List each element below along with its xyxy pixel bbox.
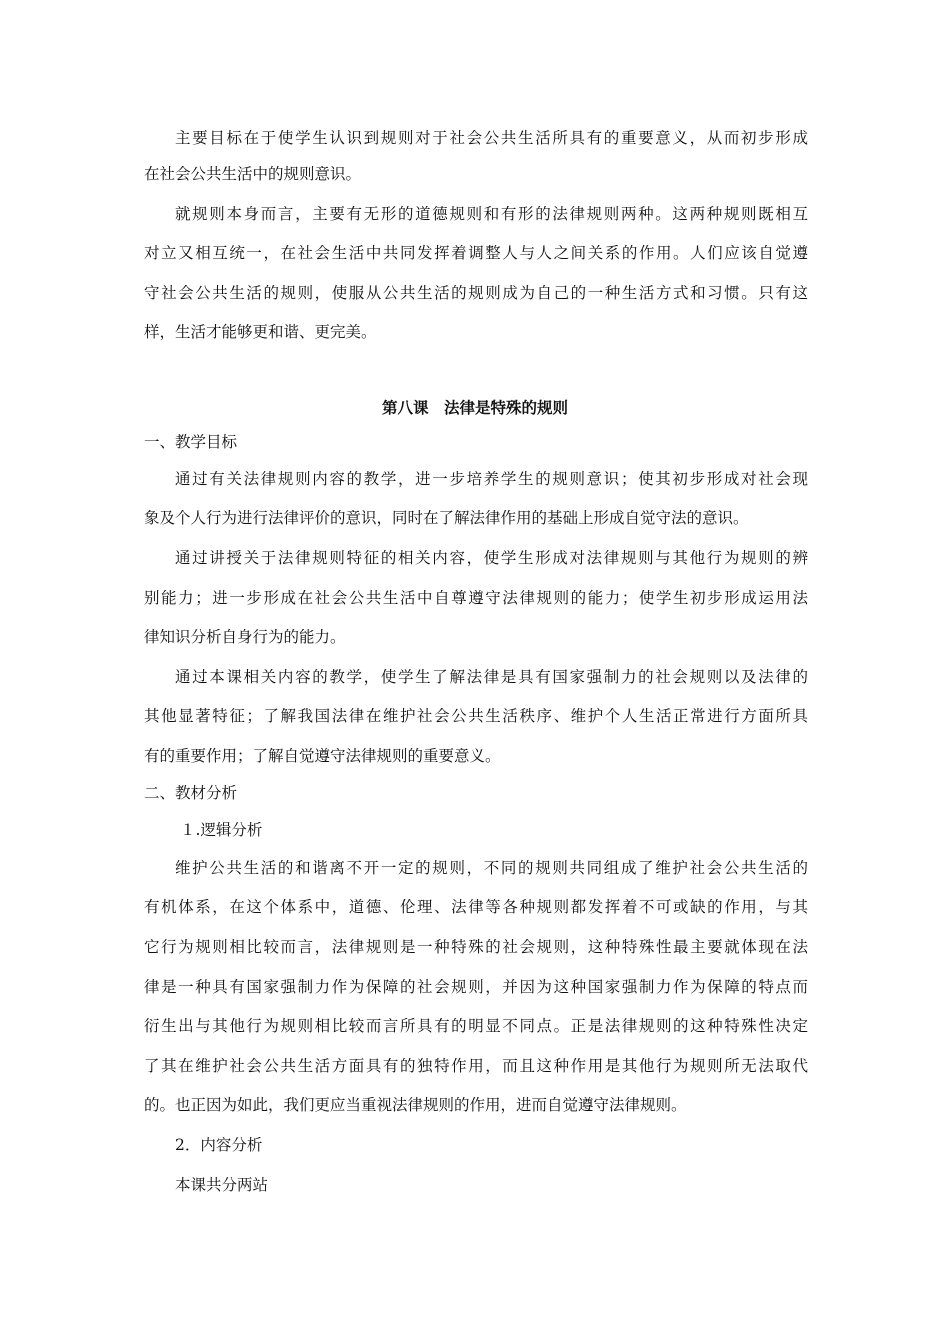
paragraph-line: 样，生活才能够更和谐、更完美。	[144, 323, 377, 341]
paragraph-line: 主要目标在于使学生认识到规则对于社会公共生活所具有的重要意义，从而初步形成	[175, 129, 808, 147]
paragraph-line: 其他显著特征；了解我国法律在维护社会公共生活秩序、维护个人生活正常进行方面所具	[144, 707, 808, 725]
paragraph-line: 就规则本身而言，主要有无形的道德规则和有形的法律规则两种。这两种规则既相互	[175, 205, 808, 223]
paragraph-line: 有机体系，在这个体系中，道德、伦理、法律等各种规则都发挥着不可或缺的作用，与其	[144, 898, 808, 916]
paragraph-line: 象及个人行为进行法律评价的意识，同时在了解法律作用的基础上形成自觉守法的意识。	[144, 509, 749, 527]
paragraph-line: 它行为规则相比较而言，法律规则是一种特殊的社会规则，这种特殊性最主要就体现在法	[144, 938, 808, 956]
paragraph-line: 通过有关法律规则内容的教学，进一步培养学生的规则意识；使其初步形成对社会现	[175, 470, 808, 488]
subsection-heading: 2．内容分析	[175, 1136, 263, 1154]
section-heading: 二、教材分析	[144, 784, 238, 802]
section-heading: 一、教学目标	[144, 433, 238, 451]
paragraph-line: 守社会公共生活的规则，使服从公共生活的规则成为自己的一种生活方式和习惯。只有这	[144, 284, 808, 302]
paragraph-line: 通过讲授关于法律规则特征的相关内容，使学生形成对法律规则与其他行为规则的辨	[175, 549, 808, 567]
paragraph-line: 律是一种具有国家强制力作为保障的社会规则，并因为这种国家强制力作为保障的特点而	[144, 978, 808, 996]
paragraph-line: 的。也正因为如此，我们更应当重视法律规则的作用，进而自觉遵守法律规则。	[144, 1096, 687, 1114]
paragraph-line: 有的重要作用；了解自觉遵守法律规则的重要意义。	[144, 747, 501, 765]
paragraph-line: 别能力；进一步形成在社会公共生活中自尊遵守法律规则的能力；使学生初步形成运用法	[144, 589, 808, 607]
paragraph-line: 通过本课相关内容的教学，使学生了解法律是具有国家强制力的社会规则以及法律的	[175, 668, 808, 686]
paragraph-line: 本课共分两站	[175, 1176, 269, 1194]
paragraph-line: 维护公共生活的和谐离不开一定的规则，不同的规则共同组成了维护社会公共生活的	[175, 859, 808, 877]
paragraph-line: 了其在维护社会公共生活方面具有的独特作用，而且这种作用是其他行为规则所无法取代	[144, 1057, 808, 1075]
paragraph-line: 律知识分析自身行为的能力。	[144, 628, 346, 646]
lesson-title: 第八课 法律是特殊的规则	[381, 398, 568, 417]
paragraph-line: 对立又相互统一，在社会生活中共同发挥着调整人与人之间关系的作用。人们应该自觉遵	[144, 244, 808, 262]
paragraph-line: 在社会公共生活中的规则意识。	[144, 165, 362, 183]
subsection-heading: １.逻辑分析	[180, 821, 263, 839]
paragraph-line: 衍生出与其他行为规则相比较而言所具有的明显不同点。正是法律规则的这种特殊性决定	[144, 1017, 808, 1035]
